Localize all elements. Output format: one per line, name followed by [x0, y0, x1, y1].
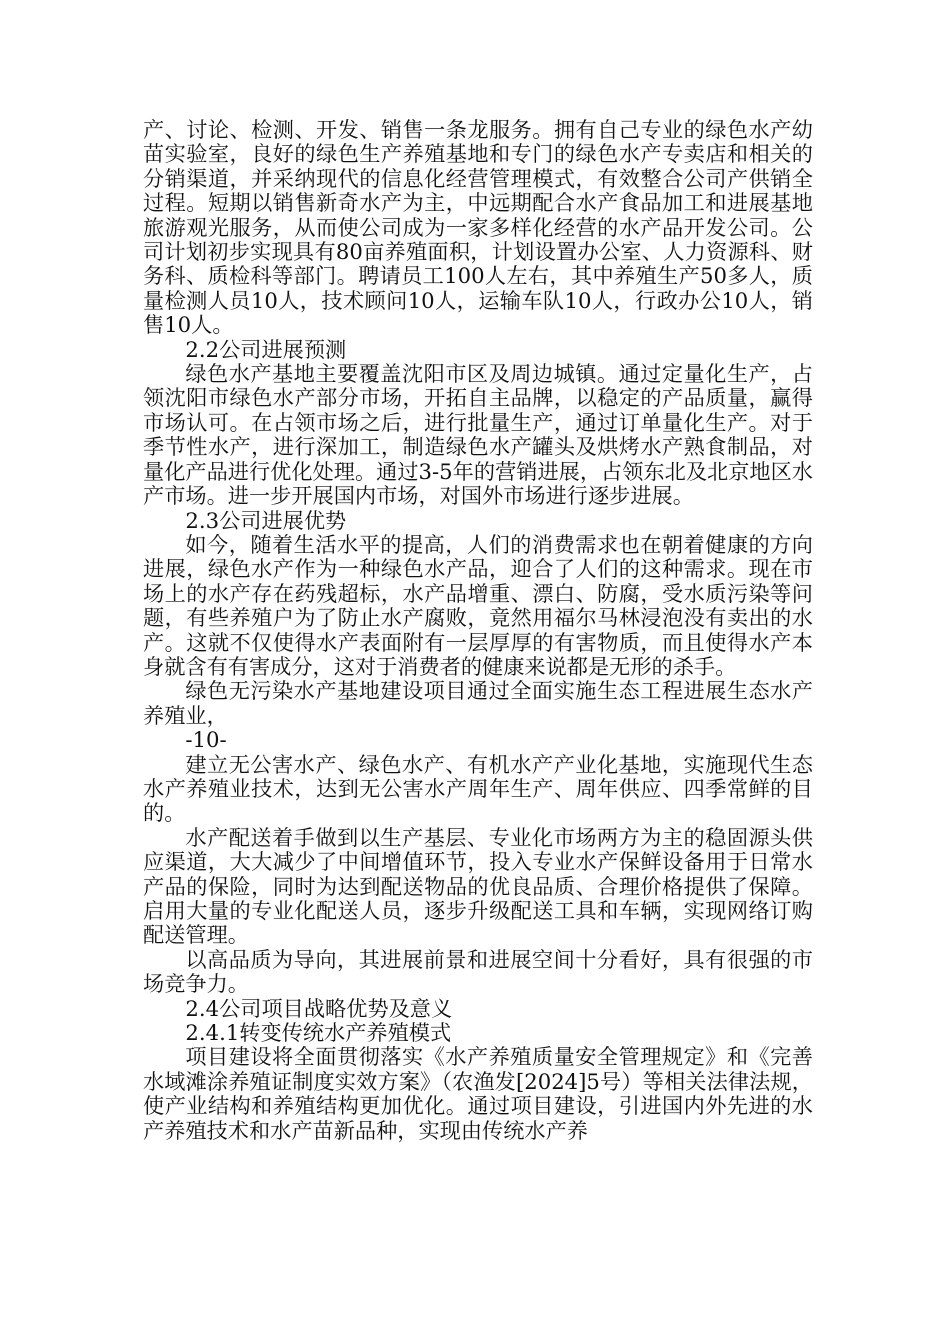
- paragraph-quality-orientation: 以高品质为导向，其进展前景和进展空间十分看好，具有很强的市场竞争力。: [143, 946, 813, 997]
- section-heading-2-3: 2.3公司进展优势: [185, 507, 347, 533]
- section-heading-2-4-1: 2.4.1转变传统水产养殖模式: [185, 1020, 452, 1046]
- paragraph-company-overview: 产、讨论、检测、开发、销售一条龙服务。拥有自己专业的绿色水产幼苗实验室，良好的绿色生产养殖基地和专门的绿色水产专卖店和相关的分销渠道，并采纳现代的信息化经营管理模式，有效整合公司产供销全过程。短期以销售新奇水产为主，中远期配合水产食品加工和进展基地旅游观光服务，从而使公司成为一家多样化经营的水产品开发公司。公司计划初步实现具有80亩养殖面积，计划设置办公室、人力资源科、财务科、质检科等部门。聘请员工100人左右，其中养殖生产50多人，质量检测人员10人，技术顾问10人，运输车队10人，行政办公10人，销售10人。: [143, 117, 813, 338]
- body-text: [143, 118, 813, 1143]
- paragraph-project-implementation: 项目建设将全面贯彻落实《水产养殖质量安全管理规定》和《完善水域滩涂养殖证制度实效方案》（农渔发[2024]5号）等相关法律法规，使产业结构和养殖结构更加优化。通过项目建设，引进国内外先进的水产养殖技术和水产苗新品种，实现由传统水产养: [143, 1044, 813, 1143]
- paragraph-industrialization: 建立无公害水产、绿色水产、有机水产产业化基地，实施现代生态水产养殖业技术，达到无公害水产周年生产、周年供应、四季常鲜的目的。: [143, 751, 813, 826]
- section-heading-2-4: 2.4公司项目战略优势及意义: [185, 995, 453, 1021]
- paragraph-base-construction: 绿色无污染水产基地建设项目通过全面实施生态工程进展生态水产养殖业，: [143, 678, 813, 728]
- page-number: -10-: [185, 727, 227, 753]
- paragraph-advantages-intro: 如今，随着生活水平的提高，人们的消费需求也在朝着健康的方向进展，绿色水产作为一种绿色水产品，迎合了人们的这种需求。现在市场上的水产存在药残超标，水产品增重、漂白、防腐，受水质污染等问题，有些养殖户为了防止水产腐败，竟然用福尔马林浸泡没有卖出的水产。这就不仅使得水产表面附有一层厚厚的有害物质，而且使得水产本身就含有有害成分，这对于消费者的健康来说都是无形的杀手。: [143, 531, 813, 679]
- section-heading-2-2: 2.2公司进展预测: [185, 336, 347, 362]
- paragraph-development-forecast: 绿色水产基地主要覆盖沈阳市区及周边城镇。通过定量化生产，占领沈阳市绿色水产部分市场，开拓自主品牌，以稳定的产品质量，赢得市场认可。在占领市场之后，进行批量生产，通过订单量化生产。对于季节性水产，进行深加工，制造绿色水产罐头及烘烤水产熟食制品，对量化产品进行优化处理。通过3-5年的营销进展，占领东北及北京地区水产市场。进一步开展国内市场，对国外市场进行逐步进展。: [143, 361, 813, 509]
- paragraph-distribution: 水产配送着手做到以生产基层、专业化市场两方为主的稳固源头供应渠道，大大减少了中间增值环节，投入专业水产保鲜设备用于日常水产品的保险，同时为达到配送物品的优良品质、合理价格提供了保障。启用大量的专业化配送人员，逐步升级配送工具和车辆，实现网络订购配送管理。: [143, 824, 813, 948]
